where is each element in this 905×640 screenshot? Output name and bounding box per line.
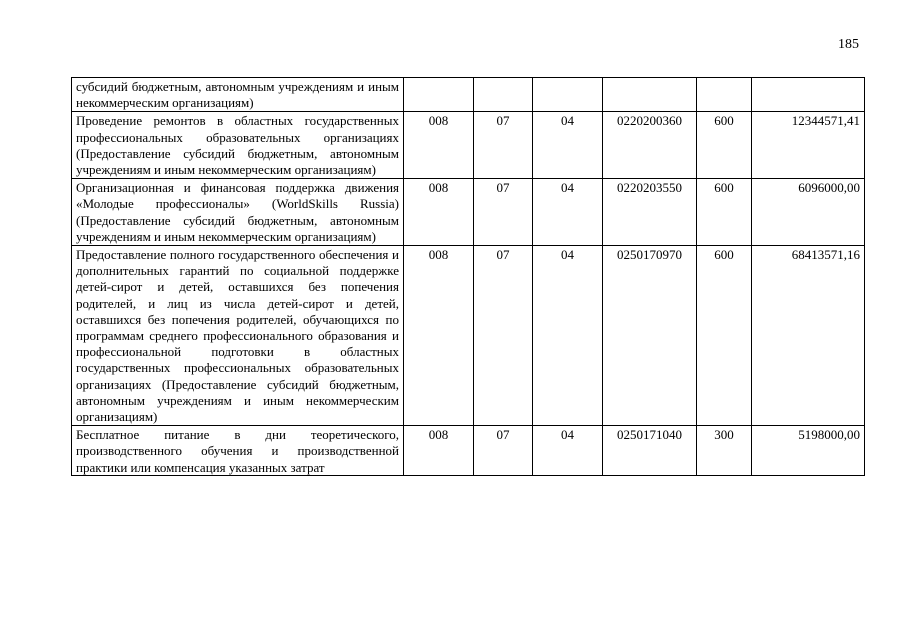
target-article-code: 0250171040 bbox=[603, 426, 697, 476]
amount: 12344571,41 bbox=[752, 112, 865, 179]
section-code bbox=[474, 78, 533, 112]
expense-type-code bbox=[697, 78, 752, 112]
expense-type-code: 600 bbox=[697, 246, 752, 426]
amount: 6096000,00 bbox=[752, 179, 865, 246]
section-code: 07 bbox=[474, 246, 533, 426]
section-code: 07 bbox=[474, 112, 533, 179]
ministry-code: 008 bbox=[404, 112, 474, 179]
section-code: 07 bbox=[474, 426, 533, 476]
expense-type-code: 600 bbox=[697, 179, 752, 246]
ministry-code bbox=[404, 78, 474, 112]
expense-type-code: 300 bbox=[697, 426, 752, 476]
amount: 5198000,00 bbox=[752, 426, 865, 476]
ministry-code: 008 bbox=[404, 426, 474, 476]
subsection-code: 04 bbox=[533, 112, 603, 179]
row-description: Предоставление полного государственного обеспечения и дополнительных гарантий по социальной поддержке детей-сирот и детей, оставшихся без попечения родителей, и лиц из числа детей-сирот и детей, оставшихся без попечения родителей, обучающихся по программам среднего профессионального образования и профессиональной подготовки в областных государственных профессиональных образовательных организациях (Предоставление субсидий бюджетным, автономным учреждениям и иным некоммерческим организациям) bbox=[72, 246, 404, 426]
target-article-code: 0220203550 bbox=[603, 179, 697, 246]
table-row bbox=[72, 179, 865, 246]
ministry-code: 008 bbox=[404, 179, 474, 246]
amount: 68413571,16 bbox=[752, 246, 865, 426]
target-article-code: 0220200360 bbox=[603, 112, 697, 179]
expense-type-code: 600 bbox=[697, 112, 752, 179]
subsection-code: 04 bbox=[533, 246, 603, 426]
row-description-cell bbox=[72, 426, 404, 476]
row-description: Бесплатное питание в дни теоретического, производственного обучения и производственной практики или компенсация указанных затрат bbox=[76, 427, 399, 475]
row-description: Организационная и финансовая поддержка движения «Молодые профессионалы» (WorldSkills Russia) (Предоставление субсидий бюджетным, автономным учреждениям и иным некоммерческим организациям) bbox=[72, 179, 404, 246]
table-row bbox=[72, 426, 865, 476]
amount bbox=[752, 78, 865, 112]
row-description: субсидий бюджетным, автономным учреждениям и иным некоммерческим организациям) bbox=[72, 78, 404, 112]
budget-table bbox=[71, 77, 865, 476]
page-number: 185 bbox=[838, 37, 859, 52]
target-article-code bbox=[603, 78, 697, 112]
table-row bbox=[72, 246, 865, 426]
ministry-code: 008 bbox=[404, 246, 474, 426]
table-row bbox=[72, 78, 865, 112]
target-article-code: 0250170970 bbox=[603, 246, 697, 426]
subsection-code bbox=[533, 78, 603, 112]
row-description: Проведение ремонтов в областных государственных профессиональных образовательных организациях (Предоставление субсидий бюджетным, автономным учреждениям и иным некоммерческим организациям) bbox=[72, 112, 404, 179]
section-code: 07 bbox=[474, 179, 533, 246]
subsection-code: 04 bbox=[533, 179, 603, 246]
subsection-code: 04 bbox=[533, 426, 603, 476]
table-row bbox=[72, 112, 865, 179]
